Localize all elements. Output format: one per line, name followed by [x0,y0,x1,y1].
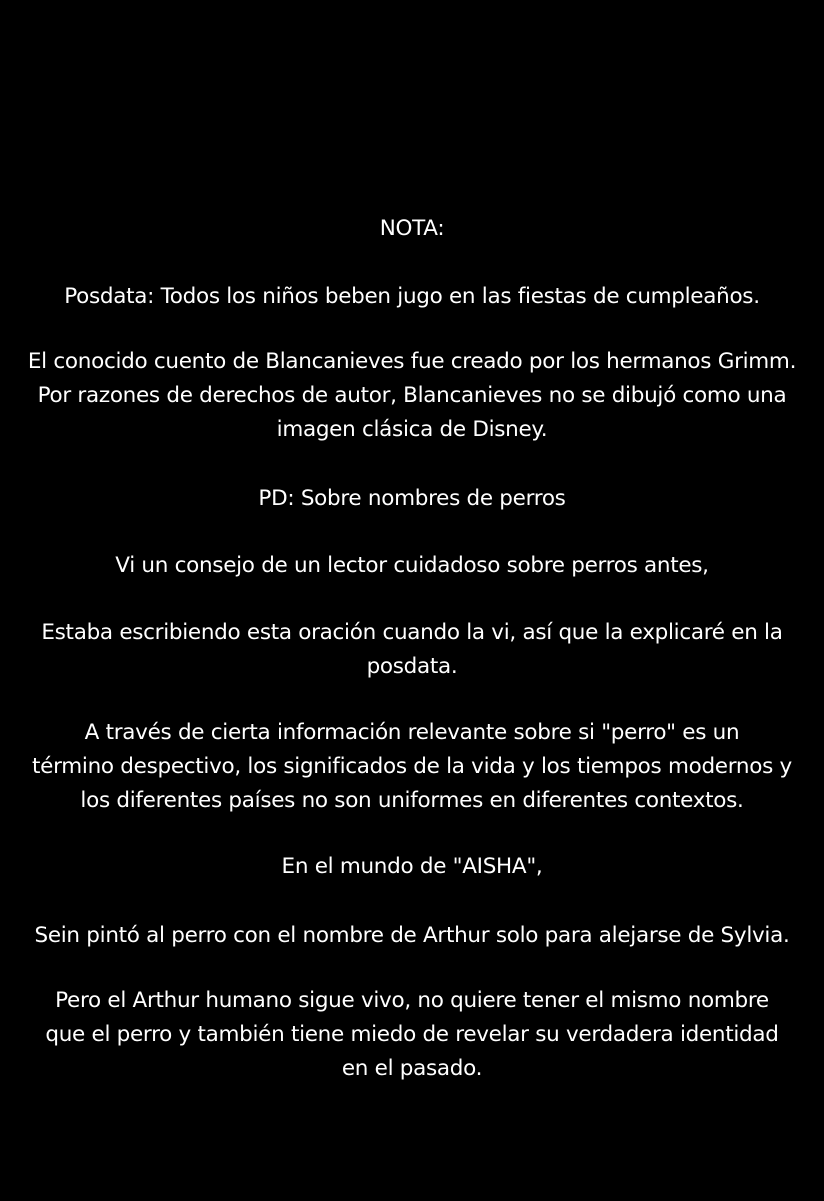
paragraph-line: A través de cierta información relevante sobre si "perro" es un [84,720,740,745]
paragraph-line: En el mundo de "AISHA", [281,854,543,879]
paragraph-line: los diferentes países no son uniformes en diferentes contextos. [80,788,744,813]
paragraph-human-arthur [0,984,824,1086]
paragraph-juice [0,280,824,314]
paragraph-line: Vi un consejo de un lector cuidadoso sobre perros antes, [115,553,709,578]
paragraph-line: Sein pintó al perro con el nombre de Arthur solo para alejarse de Sylvia. [34,923,790,948]
paragraph-dog-names-heading [0,482,824,516]
paragraph-line: Por razones de derechos de autor, Blancanieves no se dibujó como una [37,383,787,408]
paragraph-dog-term [0,716,824,818]
note-heading-text: NOTA: [379,216,445,241]
paragraph-line: Pero el Arthur humano sigue vivo, no quiere tener el mismo nombre [55,988,769,1013]
paragraph-snow-white [0,345,824,447]
paragraph-line: Posdata: Todos los niños beben jugo en las fiestas de cumpleaños. [64,284,760,309]
paragraph-reader-advice [0,549,824,583]
paragraph-line: término despectivo, los significados de la vida y los tiempos modernos y [32,754,792,779]
paragraph-line: imagen clásica de Disney. [276,417,548,442]
paragraph-line: Estaba escribiendo esta oración cuando la vi, así que la explicaré en la [41,620,783,645]
paragraph-sein-arthur [0,919,824,953]
paragraph-line: en el pasado. [341,1056,483,1081]
paragraph-line: posdata. [366,654,458,679]
paragraph-line: que el perro y también tiene miedo de revelar su verdadera identidad [45,1022,779,1047]
paragraph-line: PD: Sobre nombres de perros [258,486,566,511]
paragraph-explanation [0,616,824,684]
paragraph-line: El conocido cuento de Blancanieves fue creado por los hermanos Grimm. [27,349,797,374]
note-heading [0,212,824,246]
paragraph-aisha-world [0,850,824,884]
